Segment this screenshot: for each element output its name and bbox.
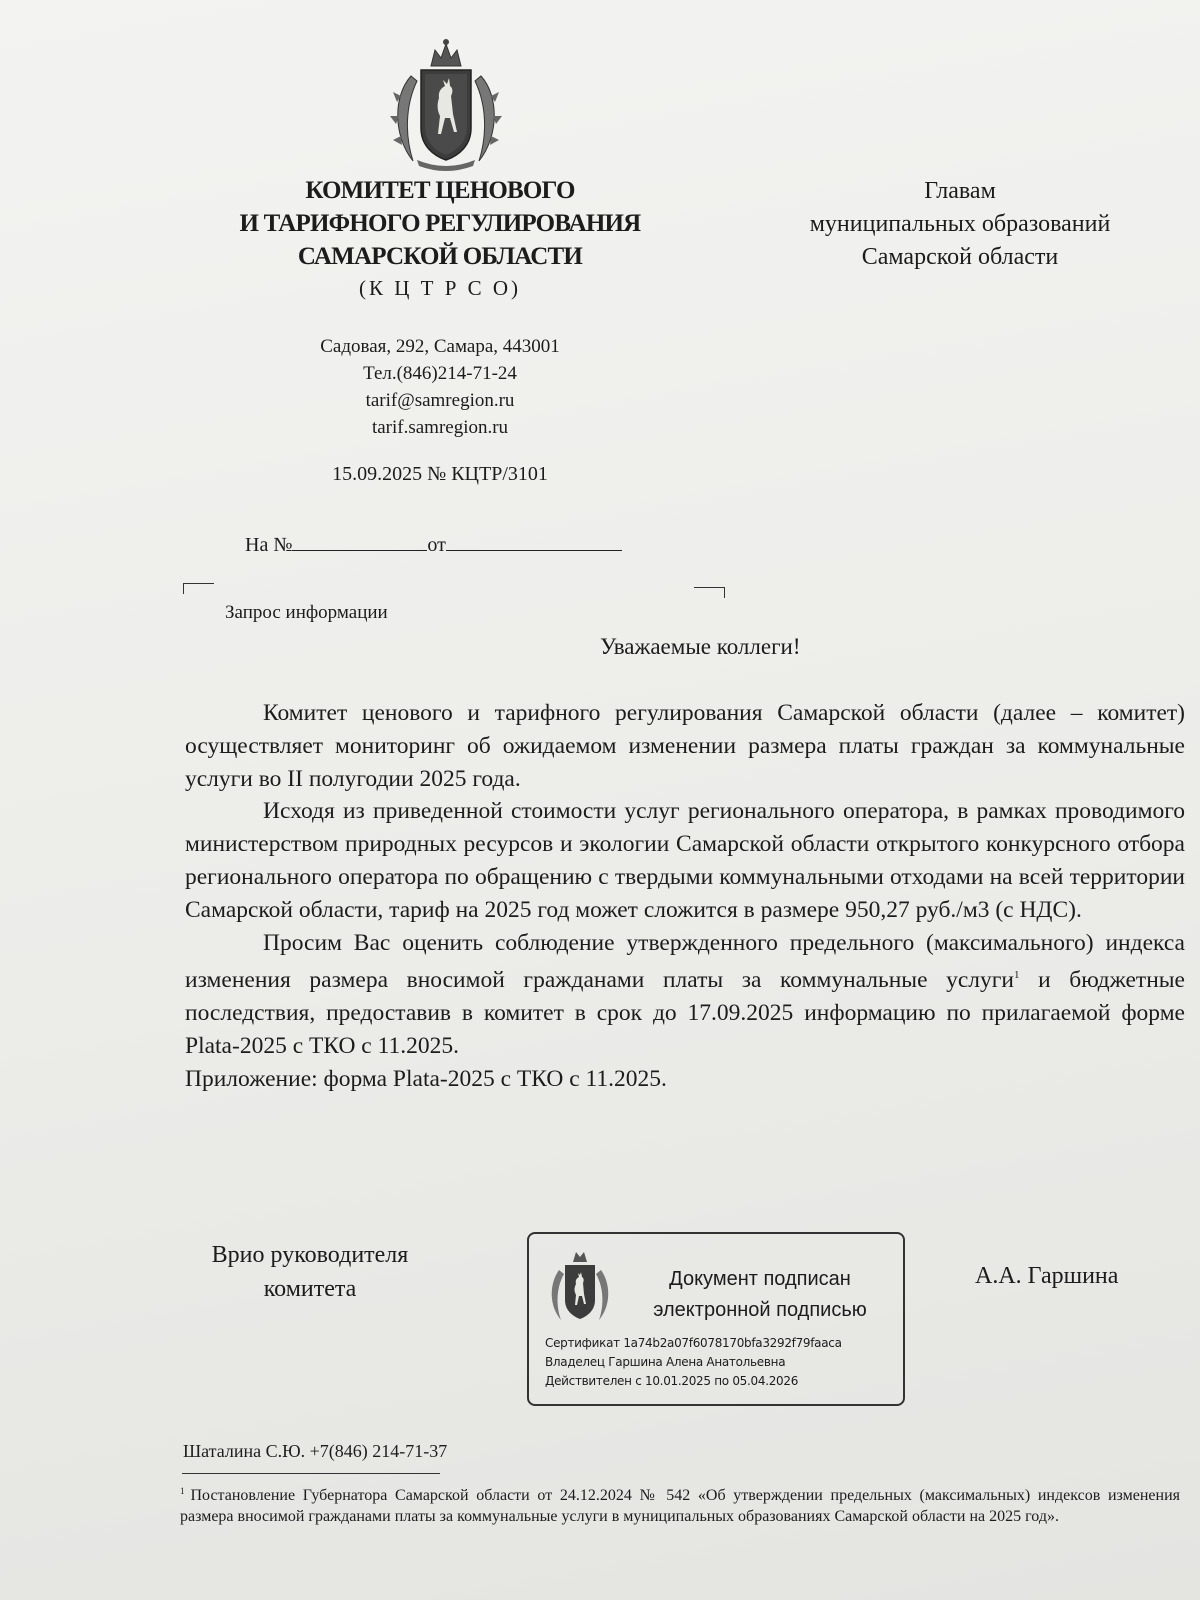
signer-position-line-2: комитета [263,1276,357,1302]
registration-number: 15.09.2025 № КЦТР/3101 [332,463,548,485]
organization-header [195,174,685,303]
org-email: tarif@samregion.ru [365,390,515,411]
executor-contact: Шаталина С.Ю. +7(846) 214-71-37 [183,1441,448,1461]
org-name-line-3: САМАРСКОЙ ОБЛАСТИ [297,243,583,270]
stamp-validity: Действителен с 10.01.2025 по 05.04.2026 [545,1374,799,1388]
stamp-emblem-icon [545,1248,615,1326]
reply-date-blank [446,532,622,551]
body-paragraph-3-part-2: и бюджетные последствия, предоставив в комитет в срок до 17.09.2025 информацию по прилагаемой форме Plata-2025 с ТКО с 11.2025. [185,967,1185,1059]
letter-body [185,697,1185,1096]
letter-subject: Запрос информации [225,602,388,623]
body-paragraph-2: Исходя из приведенной стоимости услуг регионального оператора, в рамках проводимого министерством природных ресурсов и экологии Самарской области открытого конкурсного отбора регионального оператора по обращению с твердыми коммунальными отходами на всей территории Самарской области, тариф на 2025 год может сложится в размере 950,27 руб./м3 (с НДС). [185,798,1185,923]
reply-number-label: На № [245,534,293,556]
salutation: Уважаемые коллеги! [600,634,801,659]
addressee [740,175,1180,274]
signer-name: А.А. Гаршина [975,1263,1119,1289]
org-abbreviation: (К Ц Т Р С О) [358,276,522,300]
stamp-title-line-1: Документ подписан [669,1268,851,1290]
coat-of-arms-emblem [383,36,509,172]
org-phone: Тел.(846)214-71-24 [363,363,517,384]
subject-bracket-left [183,583,214,594]
signer-position-line-1: Врио руководителя [211,1242,409,1268]
subject-bracket-right [694,587,725,598]
signer-position [180,1238,440,1306]
stamp-certificate: Сертификат 1a74b2a07f6078170bfa3292f79faaca [545,1336,842,1350]
reply-date-label: от [427,534,446,556]
org-address: Садовая, 292, Самара, 443001 [320,336,560,357]
electronic-signature-stamp [527,1232,905,1406]
addressee-line-3: Самарской области [861,244,1059,270]
org-name-line-1: КОМИТЕТ ЦЕНОВОГО [305,177,575,204]
body-paragraph-1: Комитет ценового и тарифного регулирования Самарской области (далее – комитет) осуществляет мониторинг об ожидаемом изменении размера платы граждан за коммунальные услуги во II полугодии 2025 года. [185,700,1185,792]
reply-reference [245,532,622,557]
footnote-mark: 1 [180,1486,185,1496]
attachment-note: Приложение: форма Plata-2025 с ТКО с 11.2025. [185,1065,667,1092]
org-contacts [240,333,640,441]
footnote [180,1481,1180,1527]
footnote-separator [182,1473,440,1474]
addressee-line-1: Главам [924,178,996,204]
org-name-line-2: И ТАРИФНОГО РЕГУЛИРОВАНИЯ [239,210,641,237]
stamp-title-line-2: электронной подписью [653,1299,867,1321]
addressee-line-2: муниципальных образований [809,211,1111,237]
stamp-title [625,1264,895,1326]
body-paragraph-3 [185,927,1185,1063]
reply-number-blank [292,532,427,551]
footnote-reference: 1 [1014,969,1020,982]
body-paragraph-3-part-1: Просим Вас оценить соблюдение утвержденного предельного (максимального) индекса изменения размера вносимой гражданами платы за коммунальные услуги [185,929,1185,994]
org-website: tarif.samregion.ru [371,417,509,438]
footnote-text: Постановление Губернатора Самарской области от 24.12.2024 № 542 «Об утверждении предельных (максимальных) индексов изменения размера вносимой гражданами платы за коммунальные услуги в муниципальных образованиях Самарской области на 2025 год». [180,1487,1180,1525]
stamp-details [545,1334,842,1391]
stamp-owner: Владелец Гаршина Алена Анатольевна [545,1355,786,1369]
